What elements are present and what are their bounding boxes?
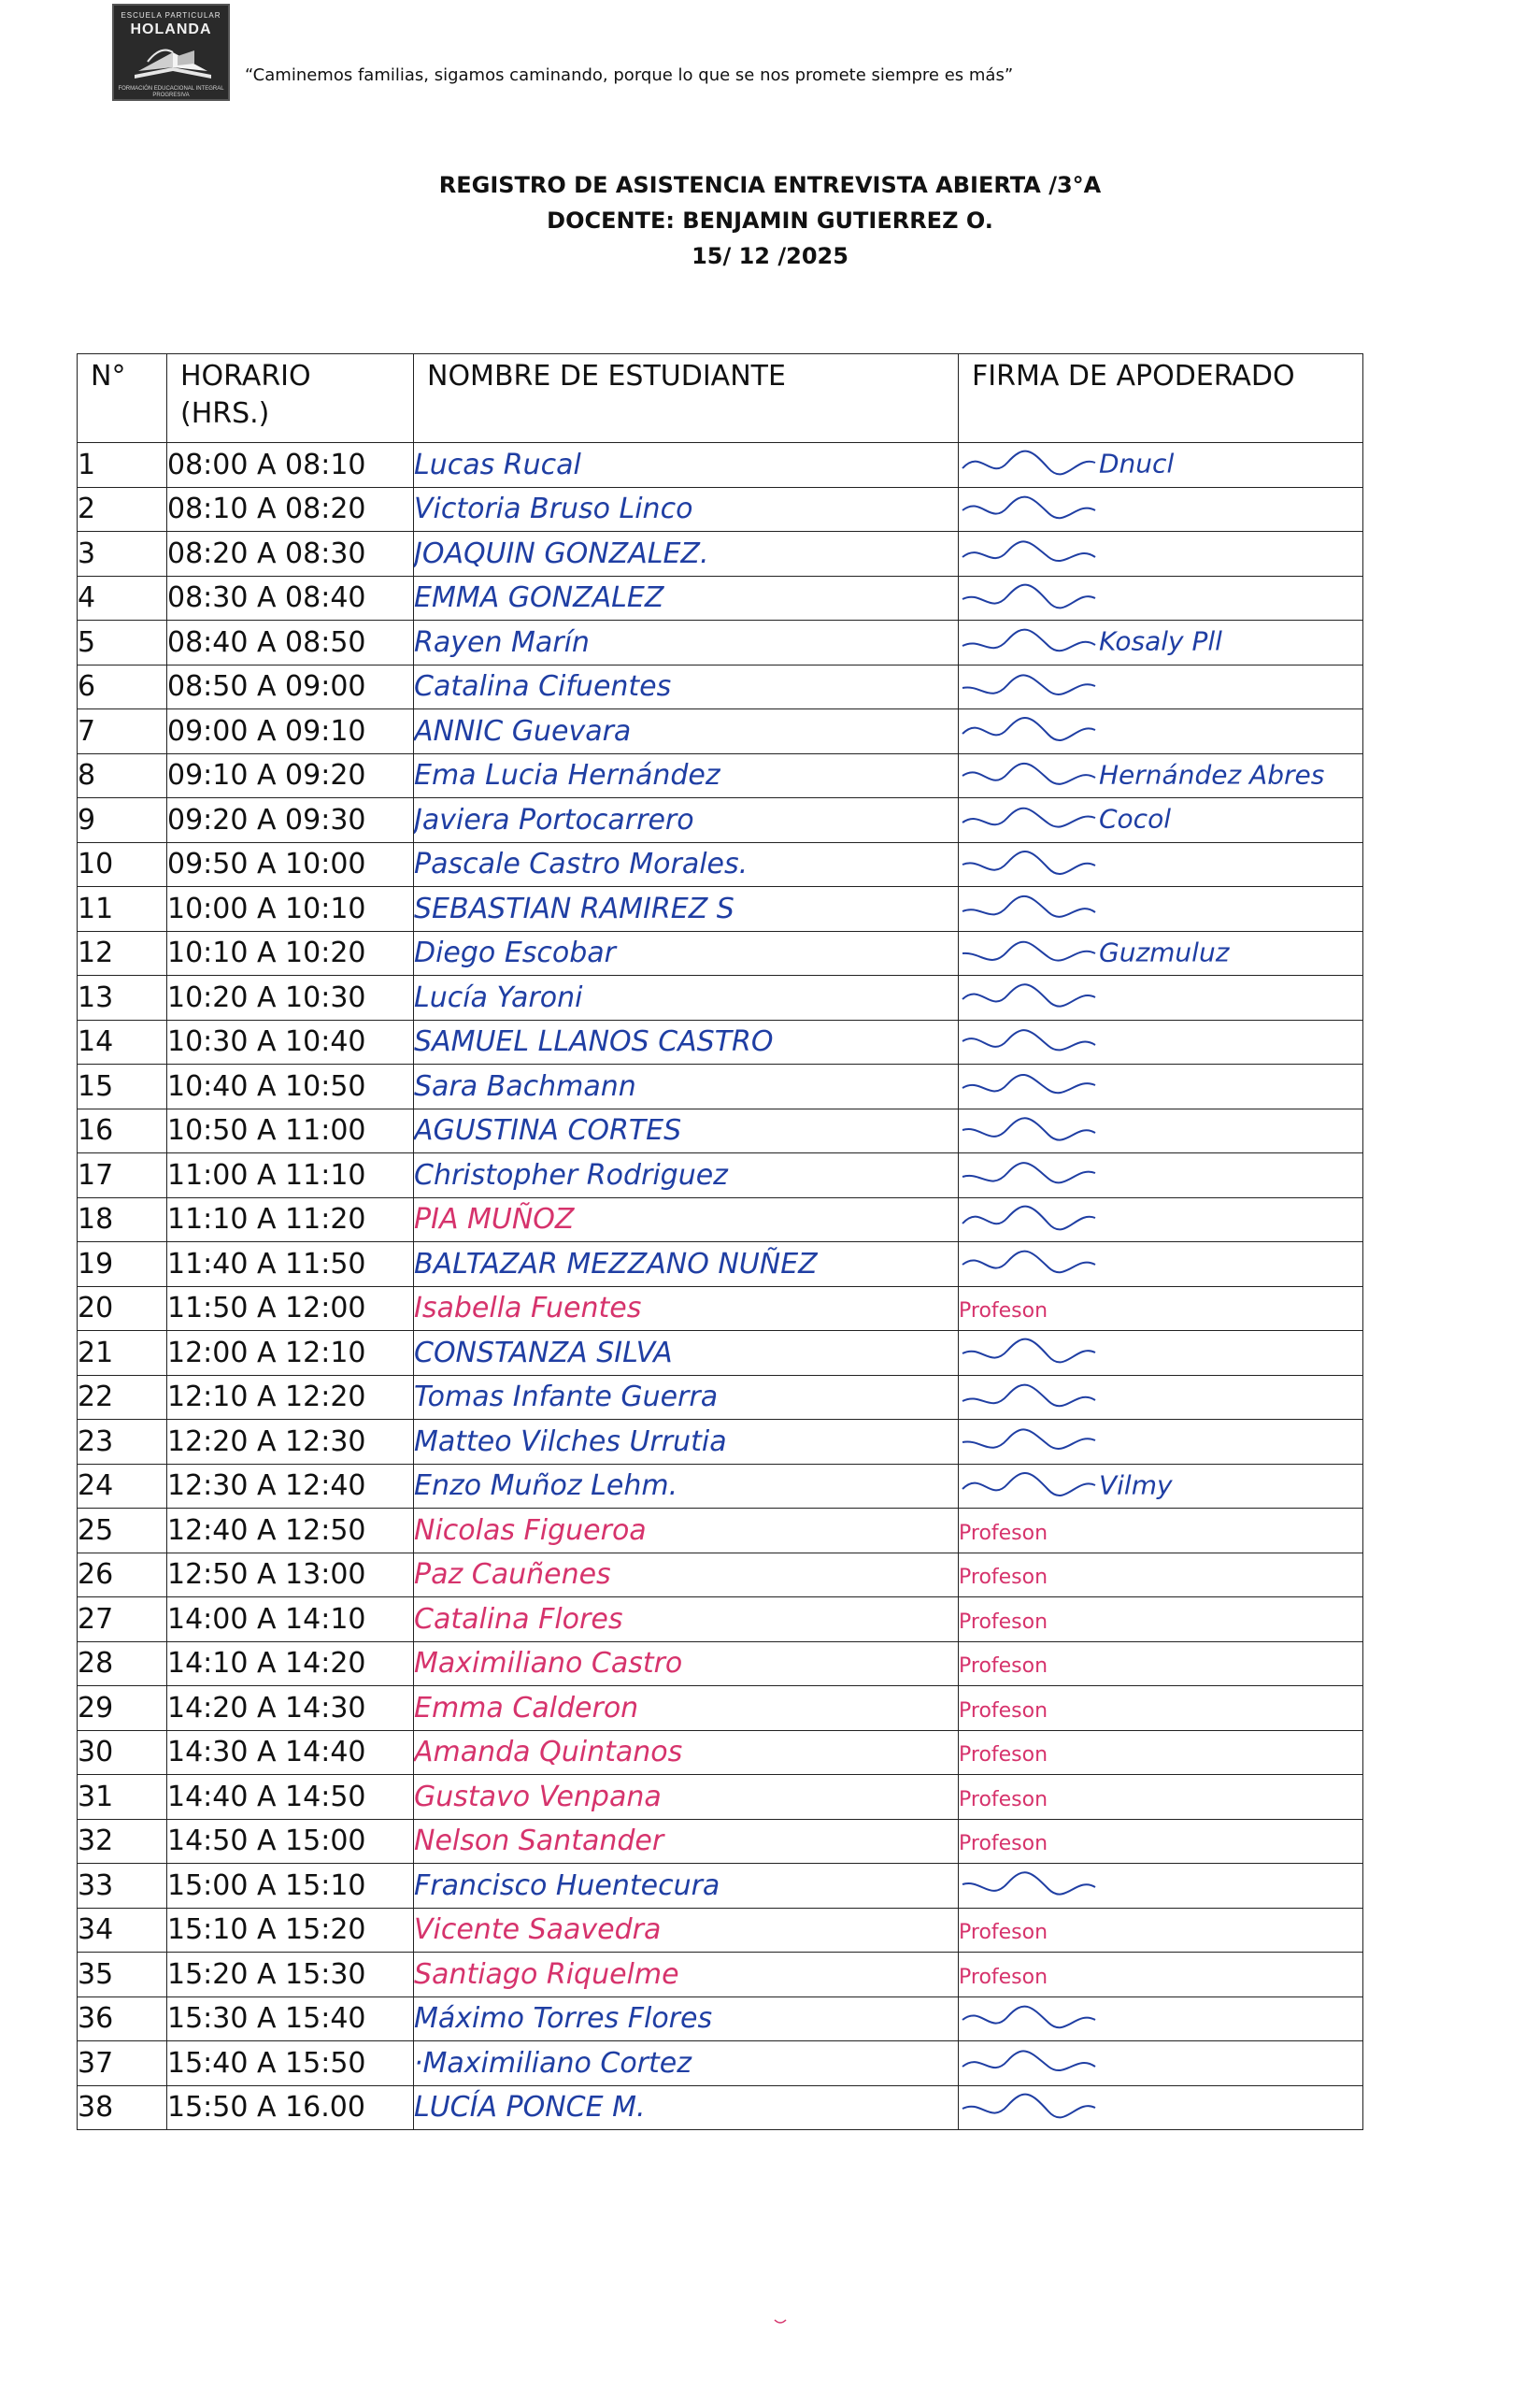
row-time-slot: 15:10 A 15:20 xyxy=(167,1908,414,1953)
row-guardian-signature xyxy=(959,1996,1363,2041)
row-guardian-signature xyxy=(959,621,1363,665)
row-time-slot: 14:50 A 15:00 xyxy=(167,1819,414,1864)
signature-scribble-icon xyxy=(959,1112,1099,1150)
signature-handwriting: Profeson xyxy=(959,1521,1048,1545)
student-name-handwriting: Nicolas Figueroa xyxy=(414,1513,647,1547)
row-number: 32 xyxy=(78,1819,167,1864)
table-row xyxy=(78,1375,1363,1420)
table-row xyxy=(78,976,1363,1021)
table-row xyxy=(78,753,1363,798)
student-name-handwriting: Ema Lucia Hernández xyxy=(414,759,720,793)
student-name-handwriting: Tomas Infante Guerra xyxy=(414,1381,719,1414)
row-time-slot: 12:30 A 12:40 xyxy=(167,1464,414,1509)
logo-caption-top: ESCUELA PARTICULAR xyxy=(121,11,221,20)
signature-scribble-icon xyxy=(959,979,1099,1016)
student-name-handwriting: Maximiliano Castro xyxy=(414,1647,683,1681)
row-student-name xyxy=(414,887,959,932)
signature-handwriting: Profeson xyxy=(959,1743,1048,1767)
student-name-handwriting: Emma Calderon xyxy=(414,1691,639,1725)
student-name-handwriting: SAMUEL LLANOS CASTRO xyxy=(414,1025,774,1059)
row-guardian-signature xyxy=(959,1641,1363,1686)
row-student-name xyxy=(414,1908,959,1953)
row-guardian-signature xyxy=(959,1553,1363,1597)
table-row xyxy=(78,1641,1363,1686)
row-time-slot: 14:30 A 14:40 xyxy=(167,1730,414,1775)
row-student-name xyxy=(414,2041,959,2086)
signature-scribble-icon xyxy=(959,801,1099,838)
signature-scribble-icon xyxy=(959,446,1099,483)
table-row xyxy=(78,1597,1363,1642)
student-name-handwriting: LUCÍA PONCE M. xyxy=(414,2091,646,2125)
row-time-slot: 15:00 A 15:10 xyxy=(167,1864,414,1909)
table-row xyxy=(78,1509,1363,1553)
signature-handwriting: Profeson xyxy=(959,1610,1048,1634)
row-time-slot: 09:50 A 10:00 xyxy=(167,842,414,887)
signature-handwriting: Profeson xyxy=(959,1832,1048,1856)
row-guardian-signature xyxy=(959,1730,1363,1775)
row-guardian-signature xyxy=(959,1242,1363,1287)
row-time-slot: 14:20 A 14:30 xyxy=(167,1686,414,1731)
student-name-handwriting: Vicente Saavedra xyxy=(414,1913,662,1947)
row-guardian-signature xyxy=(959,576,1363,621)
row-student-name xyxy=(414,1464,959,1509)
row-student-name xyxy=(414,1864,959,1909)
row-number: 11 xyxy=(78,887,167,932)
row-student-name xyxy=(414,1331,959,1376)
signature-handwriting: Hernández Abres xyxy=(1099,759,1325,791)
row-time-slot: 09:10 A 09:20 xyxy=(167,753,414,798)
row-student-name xyxy=(414,709,959,754)
row-student-name xyxy=(414,1775,959,1820)
student-name-handwriting: Francisco Huentecura xyxy=(414,1868,720,1902)
row-number: 36 xyxy=(78,1996,167,2041)
student-name-handwriting: Santiago Riquelme xyxy=(414,1957,679,1991)
table-row xyxy=(78,532,1363,577)
signature-handwriting: Profeson xyxy=(959,1566,1048,1590)
row-guardian-signature xyxy=(959,1153,1363,1198)
table-header-row xyxy=(78,354,1363,443)
row-number: 17 xyxy=(78,1153,167,1198)
table-row xyxy=(78,1020,1363,1065)
row-number: 19 xyxy=(78,1242,167,1287)
student-name-handwriting: Pascale Castro Morales. xyxy=(414,848,749,881)
table-row xyxy=(78,1153,1363,1198)
row-student-name xyxy=(414,1553,959,1597)
row-time-slot: 15:30 A 15:40 xyxy=(167,1996,414,2041)
table-row xyxy=(78,931,1363,976)
student-name-handwriting: Christopher Rodriguez xyxy=(414,1158,728,1192)
signature-scribble-icon xyxy=(959,1867,1099,1904)
student-name-handwriting: Paz Cauñenes xyxy=(414,1558,611,1592)
row-guardian-signature xyxy=(959,798,1363,843)
signature-scribble-icon xyxy=(959,1067,1099,1105)
row-guardian-signature xyxy=(959,1464,1363,1509)
signature-handwriting: Profeson xyxy=(959,1654,1048,1679)
header-student-name: NOMBRE DE ESTUDIANTE xyxy=(414,354,959,443)
signature-scribble-icon xyxy=(959,1201,1099,1238)
student-name-handwriting: Lucía Yaroni xyxy=(414,980,583,1014)
signature-scribble-icon xyxy=(959,935,1099,972)
row-number: 26 xyxy=(78,1553,167,1597)
row-guardian-signature xyxy=(959,1020,1363,1065)
student-name-handwriting: Enzo Muñoz Lehm. xyxy=(414,1469,678,1503)
row-number: 34 xyxy=(78,1908,167,1953)
row-guardian-signature xyxy=(959,1286,1363,1331)
header-number: N° xyxy=(78,354,167,443)
row-guardian-signature xyxy=(959,931,1363,976)
student-name-handwriting: SEBASTIAN RAMIREZ S xyxy=(414,892,734,925)
signature-scribble-icon xyxy=(959,1379,1099,1416)
row-number: 30 xyxy=(78,1730,167,1775)
row-number: 2 xyxy=(78,487,167,532)
row-student-name xyxy=(414,798,959,843)
row-student-name xyxy=(414,1641,959,1686)
row-time-slot: 12:00 A 12:10 xyxy=(167,1331,414,1376)
signature-scribble-icon xyxy=(959,1023,1099,1061)
student-name-handwriting: Javiera Portocarrero xyxy=(414,803,694,837)
row-student-name xyxy=(414,1153,959,1198)
table-row xyxy=(78,1464,1363,1509)
row-time-slot: 14:40 A 14:50 xyxy=(167,1775,414,1820)
row-student-name xyxy=(414,976,959,1021)
signature-handwriting: Vilmy xyxy=(1099,1469,1173,1501)
row-number: 3 xyxy=(78,532,167,577)
table-row xyxy=(78,842,1363,887)
signature-scribble-icon xyxy=(959,2044,1099,2082)
row-guardian-signature xyxy=(959,842,1363,887)
table-row xyxy=(78,1286,1363,1331)
row-time-slot: 08:50 A 09:00 xyxy=(167,665,414,709)
signature-scribble-icon xyxy=(959,1245,1099,1282)
signature-handwriting: Profeson xyxy=(959,1787,1048,1811)
row-student-name xyxy=(414,1819,959,1864)
row-guardian-signature xyxy=(959,1331,1363,1376)
row-student-name xyxy=(414,753,959,798)
row-time-slot: 15:40 A 15:50 xyxy=(167,2041,414,2086)
row-student-name xyxy=(414,576,959,621)
row-time-slot: 08:10 A 08:20 xyxy=(167,487,414,532)
row-guardian-signature xyxy=(959,487,1363,532)
row-number: 10 xyxy=(78,842,167,887)
table-row xyxy=(78,887,1363,932)
table-row xyxy=(78,1686,1363,1731)
signature-scribble-icon xyxy=(959,623,1099,661)
row-number: 9 xyxy=(78,798,167,843)
row-time-slot: 12:50 A 13:00 xyxy=(167,1553,414,1597)
signature-handwriting: Profeson xyxy=(959,1965,1048,1989)
row-student-name xyxy=(414,1730,959,1775)
row-guardian-signature xyxy=(959,1775,1363,1820)
signature-handwriting: Profeson xyxy=(959,1299,1048,1324)
row-student-name xyxy=(414,1242,959,1287)
row-time-slot: 08:20 A 08:30 xyxy=(167,532,414,577)
row-number: 1 xyxy=(78,443,167,488)
row-time-slot: 11:00 A 11:10 xyxy=(167,1153,414,1198)
table-row xyxy=(78,487,1363,532)
school-motto: “Caminemos familias, sigamos caminando, porque lo que se nos promete siempre es más” xyxy=(245,65,1014,85)
row-guardian-signature xyxy=(959,1686,1363,1731)
row-guardian-signature xyxy=(959,753,1363,798)
table-row xyxy=(78,1775,1363,1820)
row-guardian-signature xyxy=(959,1109,1363,1153)
table-row xyxy=(78,443,1363,488)
signature-scribble-icon xyxy=(959,2000,1099,2038)
student-name-handwriting: Nelson Santander xyxy=(414,1825,664,1858)
row-guardian-signature xyxy=(959,1597,1363,1642)
signature-handwriting: Profeson xyxy=(959,1698,1048,1723)
table-row xyxy=(78,1864,1363,1909)
signature-scribble-icon xyxy=(959,668,1099,706)
row-number: 23 xyxy=(78,1420,167,1465)
row-time-slot: 15:20 A 15:30 xyxy=(167,1953,414,1997)
row-time-slot: 14:00 A 14:10 xyxy=(167,1597,414,1642)
row-time-slot: 09:00 A 09:10 xyxy=(167,709,414,754)
row-time-slot: 11:50 A 12:00 xyxy=(167,1286,414,1331)
row-number: 20 xyxy=(78,1286,167,1331)
student-name-handwriting: Amanda Quintanos xyxy=(414,1736,683,1769)
student-name-handwriting: PIA MUÑOZ xyxy=(414,1203,575,1237)
row-number: 5 xyxy=(78,621,167,665)
row-student-name xyxy=(414,1597,959,1642)
student-name-handwriting: AGUSTINA CORTES xyxy=(414,1114,682,1148)
row-guardian-signature xyxy=(959,1420,1363,1465)
row-time-slot: 09:20 A 09:30 xyxy=(167,798,414,843)
row-number: 25 xyxy=(78,1509,167,1553)
row-number: 7 xyxy=(78,709,167,754)
table-row xyxy=(78,1730,1363,1775)
row-time-slot: 11:40 A 11:50 xyxy=(167,1242,414,1287)
row-time-slot: 12:20 A 12:30 xyxy=(167,1420,414,1465)
row-number: 6 xyxy=(78,665,167,709)
row-time-slot: 08:40 A 08:50 xyxy=(167,621,414,665)
row-student-name xyxy=(414,487,959,532)
row-number: 8 xyxy=(78,753,167,798)
table-row xyxy=(78,1953,1363,1997)
row-time-slot: 10:30 A 10:40 xyxy=(167,1020,414,1065)
table-row xyxy=(78,1109,1363,1153)
row-number: 16 xyxy=(78,1109,167,1153)
row-time-slot: 10:20 A 10:30 xyxy=(167,976,414,1021)
header-time: HORARIO (HRS.) xyxy=(167,354,414,443)
table-row xyxy=(78,1996,1363,2041)
row-time-slot: 08:30 A 08:40 xyxy=(167,576,414,621)
table-row xyxy=(78,2085,1363,2130)
row-student-name xyxy=(414,621,959,665)
table-row xyxy=(78,576,1363,621)
student-name-handwriting: Isabella Fuentes xyxy=(414,1292,642,1325)
signature-scribble-icon xyxy=(959,491,1099,528)
row-number: 14 xyxy=(78,1020,167,1065)
signature-scribble-icon xyxy=(959,712,1099,750)
row-guardian-signature xyxy=(959,443,1363,488)
student-name-handwriting: Gustavo Venpana xyxy=(414,1780,662,1813)
row-student-name xyxy=(414,1020,959,1065)
row-student-name xyxy=(414,665,959,709)
row-guardian-signature xyxy=(959,976,1363,1021)
student-name-handwriting: ·Maximiliano Cortez xyxy=(414,2046,692,2080)
row-number: 12 xyxy=(78,931,167,976)
signature-scribble-icon xyxy=(959,846,1099,883)
row-number: 35 xyxy=(78,1953,167,1997)
student-name-handwriting: Matteo Vilches Urrutia xyxy=(414,1424,727,1458)
row-time-slot: 10:10 A 10:20 xyxy=(167,931,414,976)
table-row xyxy=(78,1420,1363,1465)
row-student-name xyxy=(414,1420,959,1465)
table-row xyxy=(78,798,1363,843)
row-number: 4 xyxy=(78,576,167,621)
row-student-name xyxy=(414,1109,959,1153)
signature-handwriting: Cocol xyxy=(1099,803,1171,835)
student-name-handwriting: Rayen Marín xyxy=(414,625,590,659)
student-name-handwriting: Sara Bachmann xyxy=(414,1069,636,1103)
row-guardian-signature xyxy=(959,532,1363,577)
row-guardian-signature xyxy=(959,1509,1363,1553)
table-row xyxy=(78,1242,1363,1287)
table-row xyxy=(78,2041,1363,2086)
signature-scribble-icon xyxy=(959,535,1099,572)
row-time-slot: 12:10 A 12:20 xyxy=(167,1375,414,1420)
signature-handwriting: Profeson xyxy=(959,1921,1048,1945)
row-guardian-signature xyxy=(959,1953,1363,1997)
table-row xyxy=(78,1331,1363,1376)
row-student-name xyxy=(414,443,959,488)
row-guardian-signature xyxy=(959,1197,1363,1242)
table-row xyxy=(78,1065,1363,1109)
student-name-handwriting: JOAQUIN GONZALEZ. xyxy=(414,537,709,570)
signature-scribble-icon xyxy=(959,2089,1099,2126)
stray-ink-mark xyxy=(774,2318,787,2326)
row-number: 21 xyxy=(78,1331,167,1376)
student-name-handwriting: EMMA GONZALEZ xyxy=(414,581,664,615)
student-name-handwriting: Catalina Flores xyxy=(414,1602,623,1636)
signature-scribble-icon xyxy=(959,890,1099,927)
student-name-handwriting: Victoria Bruso Linco xyxy=(414,493,693,526)
row-guardian-signature xyxy=(959,1908,1363,1953)
signature-scribble-icon xyxy=(959,580,1099,617)
student-name-handwriting: CONSTANZA SILVA xyxy=(414,1336,673,1369)
row-guardian-signature xyxy=(959,1065,1363,1109)
signature-scribble-icon xyxy=(959,1156,1099,1194)
row-time-slot: 11:10 A 11:20 xyxy=(167,1197,414,1242)
row-guardian-signature xyxy=(959,1375,1363,1420)
row-guardian-signature xyxy=(959,887,1363,932)
row-number: 22 xyxy=(78,1375,167,1420)
school-logo xyxy=(112,4,230,101)
row-number: 33 xyxy=(78,1864,167,1909)
header-guardian-signature: FIRMA DE APODERADO xyxy=(959,354,1363,443)
row-number: 31 xyxy=(78,1775,167,1820)
signature-scribble-icon xyxy=(959,1334,1099,1371)
date-line: 15/ 12 /2025 xyxy=(692,243,848,269)
signature-scribble-icon xyxy=(959,1423,1099,1460)
row-number: 13 xyxy=(78,976,167,1021)
row-number: 24 xyxy=(78,1464,167,1509)
row-time-slot: 15:50 A 16.00 xyxy=(167,2085,414,2130)
table-row xyxy=(78,709,1363,754)
table-row xyxy=(78,1819,1363,1864)
row-guardian-signature xyxy=(959,2085,1363,2130)
table-row xyxy=(78,665,1363,709)
signature-handwriting: Guzmuluz xyxy=(1099,937,1230,968)
student-name-handwriting: BALTAZAR MEZZANO NUÑEZ xyxy=(414,1247,818,1281)
student-name-handwriting: ANNIC Guevara xyxy=(414,714,632,748)
row-number: 18 xyxy=(78,1197,167,1242)
row-student-name xyxy=(414,1996,959,2041)
row-time-slot: 10:50 A 11:00 xyxy=(167,1109,414,1153)
signature-scribble-icon xyxy=(959,1467,1099,1505)
student-name-handwriting: Catalina Cifuentes xyxy=(414,670,672,704)
signature-scribble-icon xyxy=(959,757,1099,794)
student-name-handwriting: Diego Escobar xyxy=(414,937,617,970)
attendance-table xyxy=(77,353,1363,2130)
row-time-slot: 08:00 A 08:10 xyxy=(167,443,414,488)
row-number: 28 xyxy=(78,1641,167,1686)
row-guardian-signature xyxy=(959,1864,1363,1909)
row-student-name xyxy=(414,1686,959,1731)
row-guardian-signature xyxy=(959,1819,1363,1864)
row-student-name xyxy=(414,842,959,887)
row-student-name xyxy=(414,1509,959,1553)
document-title: REGISTRO DE ASISTENCIA ENTREVISTA ABIERTA /3°A xyxy=(438,172,1102,198)
row-number: 15 xyxy=(78,1065,167,1109)
student-name-handwriting: Lucas Rucal xyxy=(414,448,581,481)
row-guardian-signature xyxy=(959,665,1363,709)
row-number: 37 xyxy=(78,2041,167,2086)
row-student-name xyxy=(414,1065,959,1109)
book-emblem-icon xyxy=(129,41,217,82)
row-number: 38 xyxy=(78,2085,167,2130)
row-number: 29 xyxy=(78,1686,167,1731)
table-row xyxy=(78,1553,1363,1597)
row-time-slot: 10:00 A 10:10 xyxy=(167,887,414,932)
row-student-name xyxy=(414,1953,959,1997)
table-row xyxy=(78,1908,1363,1953)
signature-handwriting: Kosaly Pll xyxy=(1099,625,1222,657)
row-student-name xyxy=(414,931,959,976)
row-guardian-signature xyxy=(959,2041,1363,2086)
row-student-name xyxy=(414,1197,959,1242)
row-guardian-signature xyxy=(959,709,1363,754)
row-student-name xyxy=(414,532,959,577)
row-time-slot: 10:40 A 10:50 xyxy=(167,1065,414,1109)
logo-school-name: HOLANDA xyxy=(130,21,212,37)
row-student-name xyxy=(414,2085,959,2130)
teacher-line: DOCENTE: BENJAMIN GUTIERREZ O. xyxy=(547,208,993,234)
row-student-name xyxy=(414,1375,959,1420)
row-time-slot: 14:10 A 14:20 xyxy=(167,1641,414,1686)
row-student-name xyxy=(414,1286,959,1331)
row-number: 27 xyxy=(78,1597,167,1642)
signature-handwriting: Dnucl xyxy=(1099,448,1175,479)
row-time-slot: 12:40 A 12:50 xyxy=(167,1509,414,1553)
student-name-handwriting: Máximo Torres Flores xyxy=(414,2002,713,2036)
table-row xyxy=(78,621,1363,665)
logo-caption-bottom: FORMACIÓN EDUCACIONAL INTEGRAL PROGRESIVA xyxy=(118,86,224,98)
table-row xyxy=(78,1197,1363,1242)
